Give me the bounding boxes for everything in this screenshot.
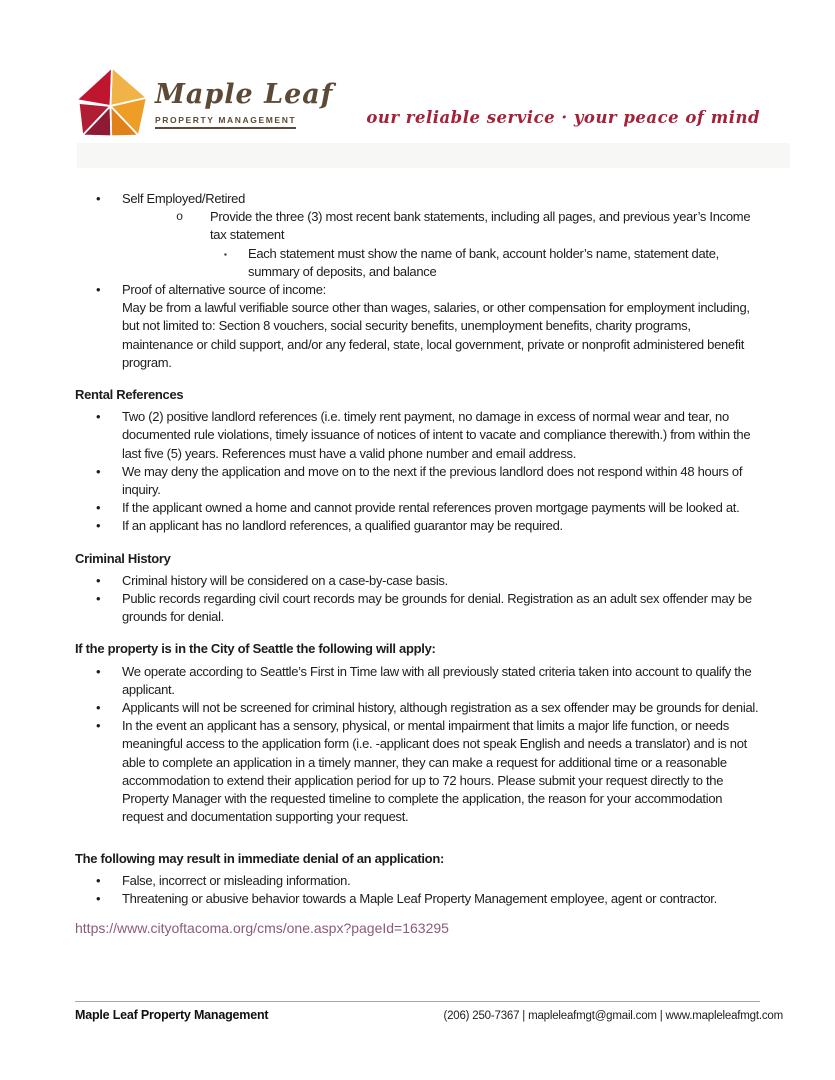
bullet-icon: • — [96, 500, 101, 516]
footer-company-name: Maple Leaf Property Management — [75, 1008, 269, 1022]
bullet-icon: • — [96, 663, 101, 679]
bullet-icon: • — [96, 890, 101, 906]
list-item — [75, 590, 764, 626]
bullet-icon: • — [96, 518, 101, 534]
bullet-icon: • — [96, 872, 101, 888]
list-item-text: Criminal history will be considered on a case-by-case basis. — [122, 572, 448, 588]
list-item — [75, 208, 764, 244]
footer-rule — [75, 1001, 760, 1002]
document-body — [75, 190, 764, 938]
spacer — [75, 827, 764, 836]
list-item-text: We operate according to Seattle’s First in Time law with all previously stated criteria taken into account to qualify the applicant. — [122, 663, 752, 697]
bullet-icon: ▪ — [224, 249, 227, 259]
bullet-icon: • — [96, 409, 101, 425]
section-heading: If the property is in the City of Seattle the following will apply: — [75, 641, 436, 657]
list-item — [75, 281, 764, 299]
logo-triangle-roof-left — [76, 67, 112, 105]
list-item-text: Each statement must show the name of bank, account holder’s name, statement date, summary of deposits, and balance — [248, 245, 719, 279]
header-divider-band — [77, 143, 790, 168]
list-item — [75, 872, 764, 890]
bullet-icon: • — [96, 191, 101, 206]
footer-contact-info: (206) 250-7367 | mapleleafmgt@gmail.com | www.mapleleafmgt.com — [443, 1010, 783, 1022]
list-item — [75, 890, 764, 908]
list-item — [75, 408, 764, 463]
list-item-text: Public records regarding civil court records may be grounds for denial. Registration as an adult sex offender may be grounds for denial. — [122, 591, 752, 625]
list-item-text: If the applicant owned a home and cannot provide rental references proven mortgage payments will be looked at. — [122, 500, 740, 516]
section-heading: Rental References — [75, 387, 184, 403]
paragraph: May be from a lawful verifiable source other than wages, salaries, or other compensation for employment including, but not limited to: Section 8 vouchers, social security benefits, unemployment benefits, charity programs, maintenance or child support, and/or any federal, state, local government, private or nonprofit administered benefit program. — [122, 300, 750, 370]
section-heading: Criminal History — [75, 550, 171, 566]
bullet-icon: • — [96, 591, 101, 607]
bullet-icon: • — [96, 282, 101, 298]
bullet-icon: • — [96, 718, 101, 734]
house-logo-icon — [75, 66, 149, 140]
company-tagline: our reliable service · your peace of mind — [366, 108, 760, 127]
list-item-text: Proof of alternative source of income: — [122, 282, 326, 298]
list-item — [75, 499, 764, 517]
bullet-icon: • — [96, 700, 101, 716]
list-item-text: Threatening or abusive behavior towards a Maple Leaf Property Management employee, agent or contractor. — [122, 890, 717, 906]
company-logo — [75, 66, 375, 142]
list-item — [75, 572, 764, 590]
list-item-text: Provide the three (3) most recent bank statements, including all pages, and previous year’s Income tax statement — [210, 209, 751, 243]
page-footer — [75, 1008, 783, 1022]
list-item-text: Self Employed/Retired — [122, 191, 246, 206]
list-item — [75, 717, 764, 826]
list-item-text: We may deny the application and move on to the next if the previous landlord does not respond within 48 hours of inquiry. — [122, 463, 743, 498]
brand-subtitle: PROPERTY MANAGEMENT — [155, 115, 296, 129]
list-item-text: Two (2) positive landlord references (i.e. timely rent payment, no damage in excess of normal wear and tear, no documented rule violations, timely issuance of notices of intent to vacate and compliance therewith.) from within the last five (5) years. References must have a valid phone number and email address. — [122, 409, 751, 461]
list-item — [75, 190, 764, 208]
list-item-text: Applicants will not be screened for criminal history, although registration as a sex offender may be grounds for denial. — [122, 700, 759, 716]
bullet-icon: • — [96, 463, 101, 479]
list-item — [75, 517, 764, 535]
cityoftacoma-link[interactable]: https://www.cityoftacoma.org/cms/one.aspx?pageId=163295 — [75, 920, 449, 937]
list-item — [75, 699, 764, 717]
bullet-icon: o — [176, 210, 183, 225]
list-item — [75, 245, 764, 281]
bullet-icon: • — [96, 572, 101, 588]
list-item — [75, 463, 764, 499]
list-item — [75, 663, 764, 699]
list-item-text: If an applicant has no landlord references, a qualified guarantor may be required. — [122, 518, 563, 534]
section-heading: The following may result in immediate denial of an application: — [75, 850, 444, 866]
document-blocks — [75, 190, 764, 908]
list-item-text: False, incorrect or misleading information. — [122, 872, 351, 888]
list-item-text: In the event an applicant has a sensory, physical, or mental impairment that limits a major life function, or needs meaningful access to the application form (i.e. -applicant does not speak English and needs a translator) and is not able to complete an application in a timely manner, they can make a request for additional time or a reasonable accommodation to extend their application period for up to 72 hours. Please submit your request directly to the Property Manager with the requested timeline to complete the application, the reason for your accommodation request and documentation supporting your request. — [122, 718, 747, 825]
brand-name: Maple Leaf — [155, 79, 334, 110]
